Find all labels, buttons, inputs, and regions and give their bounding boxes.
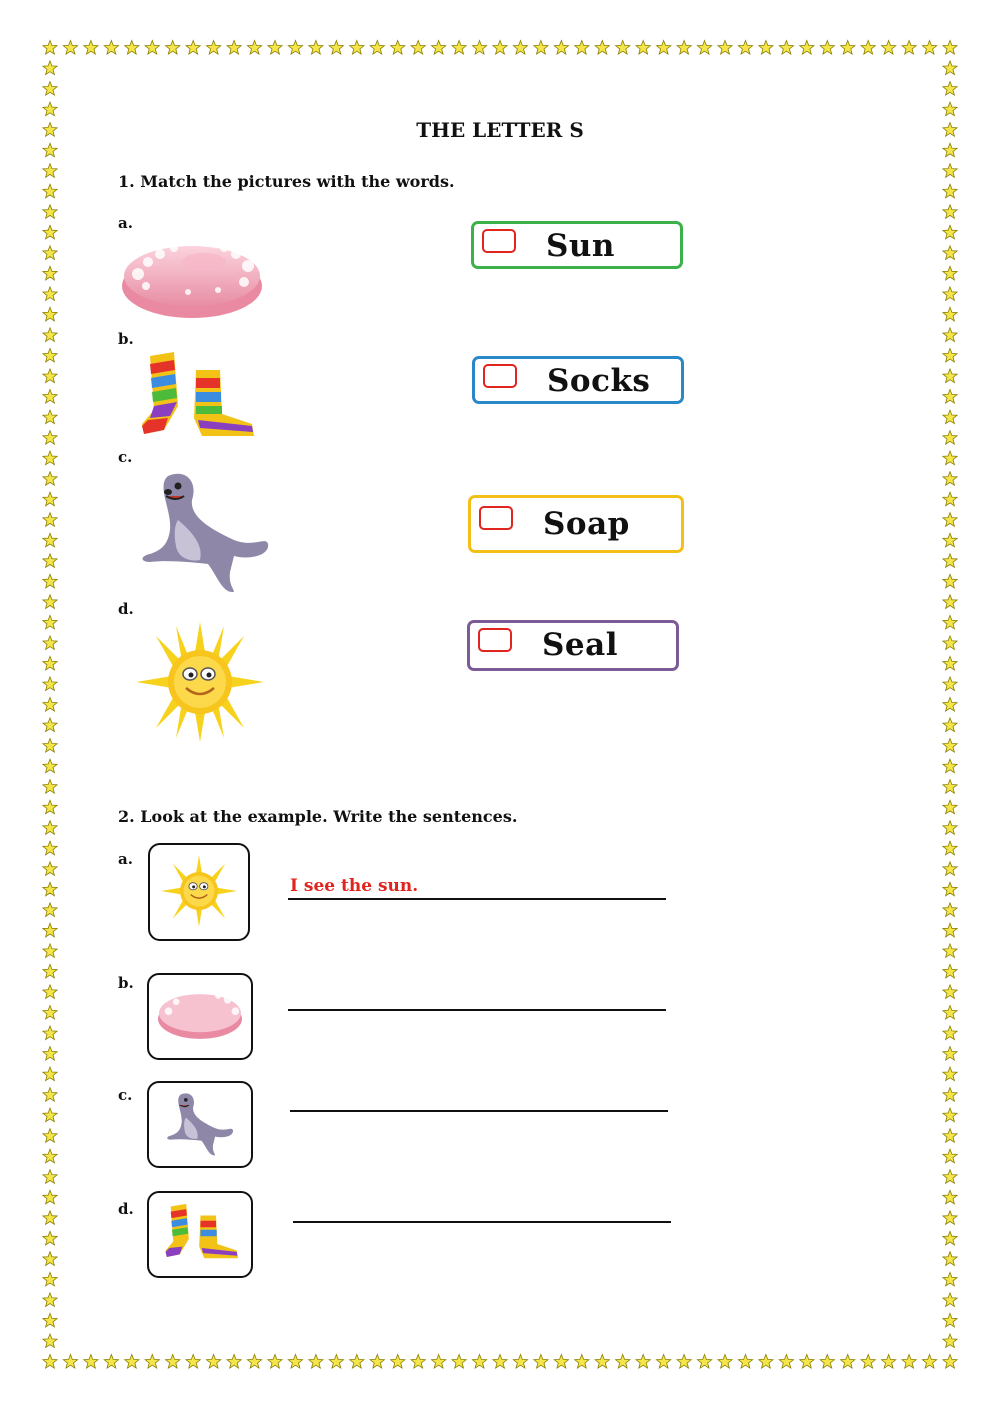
border-star xyxy=(452,1355,466,1369)
border-star xyxy=(943,533,957,547)
border-star xyxy=(943,328,957,342)
border-star xyxy=(902,1355,916,1369)
border-star xyxy=(677,1355,691,1369)
border-star xyxy=(882,1355,896,1369)
border-star xyxy=(268,1355,282,1369)
sentence-letter-d: d. xyxy=(118,1200,134,1218)
border-star xyxy=(943,225,957,239)
border-star xyxy=(43,1313,57,1327)
border-star xyxy=(943,102,957,116)
page-title: THE LETTER S xyxy=(416,118,584,142)
border-star xyxy=(207,41,221,55)
border-star xyxy=(309,1355,323,1369)
border-star xyxy=(657,1355,671,1369)
border-star xyxy=(43,492,57,506)
border-star xyxy=(595,41,609,55)
border-star xyxy=(636,41,650,55)
border-star xyxy=(943,1006,957,1020)
border-star xyxy=(943,184,957,198)
border-star xyxy=(43,964,57,978)
border-star xyxy=(800,1355,814,1369)
border-star xyxy=(554,41,568,55)
border-star xyxy=(63,41,77,55)
border-star xyxy=(63,1355,77,1369)
border-star xyxy=(943,451,957,465)
border-star xyxy=(43,1252,57,1266)
soap-icon xyxy=(118,232,266,322)
border-star xyxy=(943,61,957,75)
border-star xyxy=(370,1355,384,1369)
border-star xyxy=(943,1170,957,1184)
word-label: Seal xyxy=(542,627,618,663)
border-star xyxy=(43,143,57,157)
thumb-seal xyxy=(147,1081,253,1168)
border-star xyxy=(247,41,261,55)
border-star xyxy=(943,492,957,506)
border-star xyxy=(125,41,139,55)
border-star xyxy=(43,903,57,917)
border-star xyxy=(43,574,57,588)
border-star xyxy=(943,164,957,178)
picture-letter-a: a. xyxy=(118,214,133,232)
match-checkbox-sun[interactable] xyxy=(482,229,516,253)
border-star xyxy=(268,41,282,55)
border-star xyxy=(943,513,957,527)
border-star xyxy=(43,41,57,55)
border-star xyxy=(943,1293,957,1307)
border-star xyxy=(43,205,57,219)
border-star xyxy=(43,287,57,301)
border-star xyxy=(902,41,916,55)
border-star xyxy=(616,41,630,55)
border-star xyxy=(43,1047,57,1061)
border-star xyxy=(718,1355,732,1369)
border-star xyxy=(943,410,957,424)
border-star xyxy=(43,472,57,486)
border-star xyxy=(493,1355,507,1369)
border-star xyxy=(820,1355,834,1369)
border-star xyxy=(943,739,957,753)
border-star xyxy=(922,1355,936,1369)
border-star xyxy=(841,41,855,55)
border-star xyxy=(472,41,486,55)
border-star xyxy=(43,841,57,855)
border-star xyxy=(43,246,57,260)
border-star xyxy=(861,1355,875,1369)
border-star xyxy=(329,1355,343,1369)
border-star xyxy=(943,656,957,670)
border-star xyxy=(43,944,57,958)
border-star xyxy=(943,595,957,609)
border-star xyxy=(861,41,875,55)
border-star xyxy=(166,41,180,55)
border-star xyxy=(943,1149,957,1163)
border-star xyxy=(43,554,57,568)
border-star xyxy=(43,266,57,280)
border-star xyxy=(84,41,98,55)
example-sentence: I see the sun. xyxy=(290,876,419,896)
border-star xyxy=(288,41,302,55)
border-star xyxy=(943,1211,957,1225)
border-star xyxy=(943,944,957,958)
border-star xyxy=(227,41,241,55)
match-checkbox-seal[interactable] xyxy=(478,628,512,652)
picture-letter-d: d. xyxy=(118,600,134,618)
border-star xyxy=(309,41,323,55)
border-star xyxy=(820,41,834,55)
border-star xyxy=(43,1170,57,1184)
border-star xyxy=(943,143,957,157)
border-star xyxy=(759,41,773,55)
soap-icon xyxy=(149,975,251,1058)
socks-icon xyxy=(134,348,260,442)
border-star xyxy=(411,1355,425,1369)
border-star xyxy=(657,41,671,55)
border-star xyxy=(922,41,936,55)
border-star xyxy=(943,615,957,629)
border-star xyxy=(534,41,548,55)
border-star xyxy=(943,307,957,321)
border-star xyxy=(513,1355,527,1369)
border-star xyxy=(43,184,57,198)
border-star xyxy=(943,759,957,773)
border-star xyxy=(43,349,57,363)
border-star xyxy=(43,1006,57,1020)
picture-letter-b: b. xyxy=(118,330,134,348)
border-star xyxy=(186,1355,200,1369)
border-star xyxy=(43,677,57,691)
border-star xyxy=(43,636,57,650)
border-star xyxy=(43,923,57,937)
thumb-soap xyxy=(147,973,253,1060)
border-star xyxy=(43,1293,57,1307)
border-star xyxy=(943,1108,957,1122)
border-star xyxy=(43,615,57,629)
seal-icon xyxy=(138,466,272,596)
border-star xyxy=(166,1355,180,1369)
border-star xyxy=(882,41,896,55)
border-star xyxy=(43,164,57,178)
border-star xyxy=(350,1355,364,1369)
border-star xyxy=(43,1129,57,1143)
border-star xyxy=(43,739,57,753)
border-star xyxy=(779,41,793,55)
border-star xyxy=(943,369,957,383)
sentence-letter-c: c. xyxy=(118,1086,133,1104)
border-star xyxy=(943,903,957,917)
border-star xyxy=(43,718,57,732)
border-star xyxy=(575,41,589,55)
border-star xyxy=(391,41,405,55)
border-star xyxy=(759,1355,773,1369)
border-star xyxy=(943,1190,957,1204)
border-star xyxy=(43,533,57,547)
border-star xyxy=(943,1026,957,1040)
border-star xyxy=(43,82,57,96)
border-star xyxy=(411,41,425,55)
word-box-sun xyxy=(471,221,683,269)
border-star xyxy=(943,82,957,96)
border-star xyxy=(943,718,957,732)
border-star xyxy=(43,1088,57,1102)
border-star xyxy=(43,882,57,896)
border-star xyxy=(43,61,57,75)
border-star xyxy=(841,1355,855,1369)
border-star xyxy=(43,1108,57,1122)
border-star xyxy=(738,1355,752,1369)
border-star xyxy=(43,513,57,527)
border-star xyxy=(43,328,57,342)
border-star xyxy=(43,1272,57,1286)
border-star xyxy=(288,1355,302,1369)
border-star xyxy=(943,698,957,712)
border-star xyxy=(943,349,957,363)
border-star xyxy=(493,41,507,55)
border-star xyxy=(43,821,57,835)
border-star xyxy=(104,1355,118,1369)
word-label: Soap xyxy=(543,506,630,542)
border-star xyxy=(43,985,57,999)
border-star xyxy=(350,41,364,55)
border-star xyxy=(943,287,957,301)
word-box-soap xyxy=(468,495,684,553)
border-star xyxy=(697,1355,711,1369)
border-star xyxy=(391,1355,405,1369)
section2-instruction: 2. Look at the example. Write the sentences. xyxy=(118,807,518,826)
border-star xyxy=(43,225,57,239)
border-star xyxy=(943,246,957,260)
border-star xyxy=(800,41,814,55)
border-star xyxy=(943,431,957,445)
border-star xyxy=(145,1355,159,1369)
border-star xyxy=(513,41,527,55)
border-star xyxy=(943,800,957,814)
border-star xyxy=(247,1355,261,1369)
border-star xyxy=(554,1355,568,1369)
section1-instruction: 1. Match the pictures with the words. xyxy=(118,172,455,191)
border-star xyxy=(43,1067,57,1081)
border-star xyxy=(125,1355,139,1369)
border-star xyxy=(43,431,57,445)
answer-line-b[interactable] xyxy=(288,1009,666,1011)
border-star xyxy=(943,574,957,588)
match-checkbox-socks[interactable] xyxy=(483,364,517,388)
border-star xyxy=(677,41,691,55)
thumb-socks xyxy=(147,1191,253,1278)
border-star xyxy=(329,41,343,55)
border-star xyxy=(943,390,957,404)
border-star xyxy=(43,862,57,876)
border-star xyxy=(43,390,57,404)
border-star xyxy=(943,554,957,568)
border-star xyxy=(943,862,957,876)
border-star xyxy=(616,1355,630,1369)
border-star xyxy=(943,1313,957,1327)
border-star xyxy=(43,451,57,465)
border-star xyxy=(207,1355,221,1369)
border-star xyxy=(104,41,118,55)
border-star xyxy=(432,41,446,55)
socks-icon xyxy=(149,1193,251,1276)
sentence-letter-a: a. xyxy=(118,850,133,868)
border-star xyxy=(227,1355,241,1369)
border-star xyxy=(943,636,957,650)
border-star xyxy=(575,1355,589,1369)
border-star xyxy=(432,1355,446,1369)
border-star xyxy=(943,1067,957,1081)
border-star xyxy=(43,307,57,321)
border-star xyxy=(43,1231,57,1245)
border-star xyxy=(943,1272,957,1286)
border-star xyxy=(43,780,57,794)
word-box-socks xyxy=(472,356,684,404)
word-box-seal xyxy=(467,620,679,671)
border-star xyxy=(943,821,957,835)
border-star xyxy=(636,1355,650,1369)
border-star xyxy=(718,41,732,55)
border-star xyxy=(43,369,57,383)
border-star xyxy=(738,41,752,55)
border-star xyxy=(779,1355,793,1369)
thumb-sun xyxy=(148,843,250,941)
border-star xyxy=(84,1355,98,1369)
border-star xyxy=(43,656,57,670)
border-star xyxy=(943,882,957,896)
word-label: Sun xyxy=(546,228,615,264)
border-star xyxy=(43,595,57,609)
border-star xyxy=(43,698,57,712)
border-star xyxy=(43,759,57,773)
border-star xyxy=(943,472,957,486)
border-star xyxy=(943,1088,957,1102)
sun-icon xyxy=(150,845,248,939)
border-star xyxy=(943,1252,957,1266)
answer-line-d[interactable] xyxy=(293,1221,671,1223)
border-star xyxy=(43,1355,57,1369)
border-star xyxy=(595,1355,609,1369)
sentence-letter-b: b. xyxy=(118,974,134,992)
border-star xyxy=(186,41,200,55)
answer-line-c[interactable] xyxy=(290,1110,668,1112)
border-star xyxy=(370,41,384,55)
border-star xyxy=(943,923,957,937)
border-star xyxy=(943,1355,957,1369)
border-star xyxy=(943,1334,957,1348)
border-star xyxy=(43,1334,57,1348)
border-star xyxy=(697,41,711,55)
border-star xyxy=(43,102,57,116)
border-star xyxy=(534,1355,548,1369)
border-star xyxy=(943,41,957,55)
border-star xyxy=(943,841,957,855)
border-star xyxy=(943,1129,957,1143)
border-star xyxy=(943,780,957,794)
match-checkbox-soap[interactable] xyxy=(479,506,513,530)
border-star xyxy=(43,1149,57,1163)
seal-icon xyxy=(149,1083,251,1166)
border-star xyxy=(43,1190,57,1204)
sun-icon xyxy=(136,622,264,742)
border-star xyxy=(943,964,957,978)
border-star xyxy=(943,266,957,280)
border-star xyxy=(43,1211,57,1225)
border-star xyxy=(943,1047,957,1061)
border-star xyxy=(43,800,57,814)
border-star xyxy=(452,41,466,55)
border-star xyxy=(943,677,957,691)
border-star xyxy=(43,410,57,424)
border-star xyxy=(943,205,957,219)
word-label: Socks xyxy=(547,363,651,399)
border-star xyxy=(43,1026,57,1040)
picture-letter-c: c. xyxy=(118,448,133,466)
border-star xyxy=(943,1231,957,1245)
answer-line-a[interactable] xyxy=(288,898,666,900)
border-star xyxy=(145,41,159,55)
border-star xyxy=(472,1355,486,1369)
border-star xyxy=(943,985,957,999)
